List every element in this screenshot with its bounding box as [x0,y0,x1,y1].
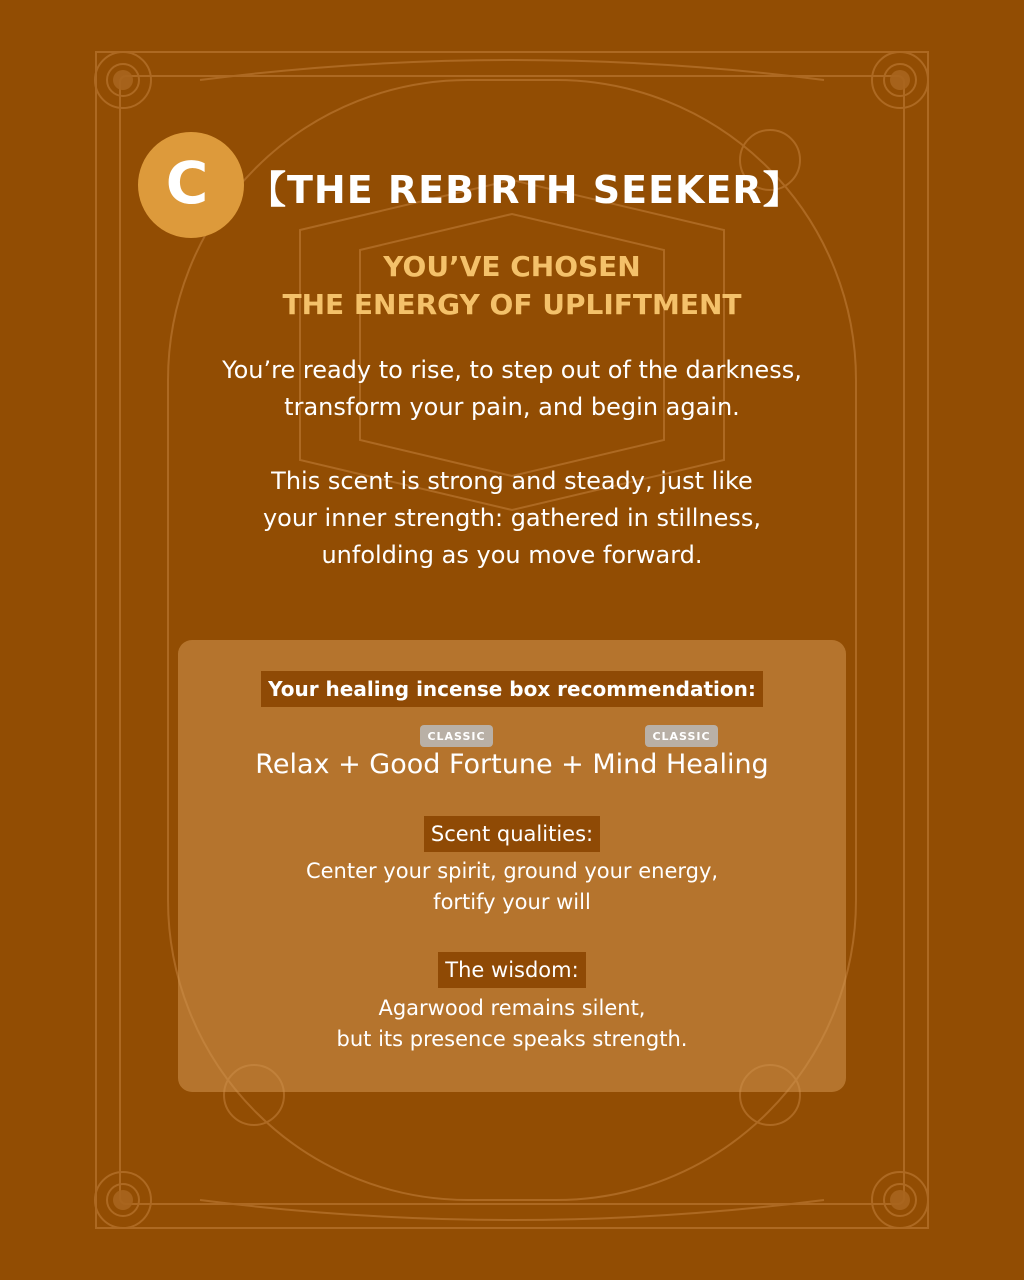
wisdom-line-2: but its presence speaks strength. [336,1027,688,1051]
letter-badge [138,132,244,238]
subtitle-line-1: YOU’VE CHOSEN [383,250,641,283]
scent-line-2: fortify your will [433,890,591,914]
wisdom-text [0,993,1024,1055]
scent-qualities-text [0,856,1024,918]
intro-p1-line-2: transform your pain, and begin again. [284,393,740,421]
intro-paragraph-1 [0,352,1024,426]
classic-tag: CLASSIC [645,725,718,747]
intro-paragraph-2 [0,463,1024,574]
wisdom-label [0,952,1024,988]
subtitle-line-2: THE ENERGY OF UPLIFTMENT [282,288,742,321]
recommendation-label [0,671,1024,707]
badge-letter: C [165,149,209,217]
wisdom-label-text: The wisdom: [438,952,585,988]
intro-p1-line-1: You’re ready to rise, to step out of the darkness, [222,356,802,384]
wisdom-line-1: Agarwood remains silent, [378,996,646,1020]
scent-line-1: Center your spirit, ground your energy, [305,859,719,883]
recommendation-label-text: Your healing incense box recommendation: [261,671,763,707]
page-title: 【THE REBIRTH SEEKER】 [248,168,802,212]
intro-p2-line-1: This scent is strong and steady, just like [271,467,753,495]
scent-qualities-label-text: Scent qualities: [424,816,600,852]
incense-combination: Relax + Good Fortune + Mind Healing [255,749,769,780]
intro-p2-line-2: your inner strength: gathered in stillness, [262,504,762,532]
intro-p2-line-3: unfolding as you move forward. [321,541,703,569]
scent-qualities-label [0,816,1024,852]
classic-tag: CLASSIC [420,725,493,747]
